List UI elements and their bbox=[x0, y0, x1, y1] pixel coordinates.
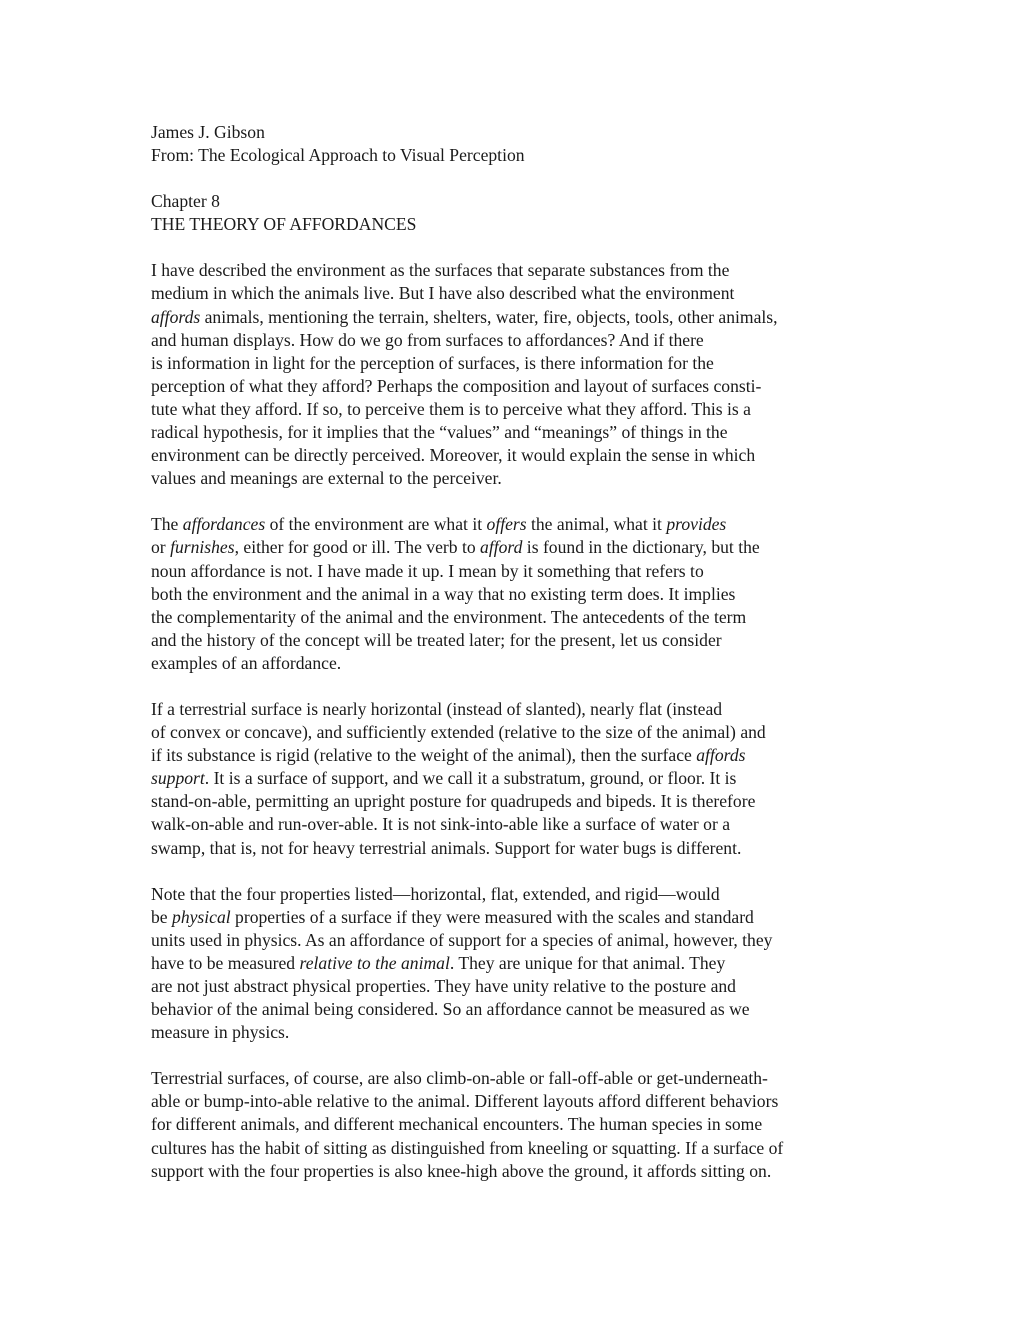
text-run: and human displays. How do we go from surfaces to affordances? And if there bbox=[151, 329, 704, 350]
text-line bbox=[151, 998, 881, 1021]
text-run: the complementarity of the animal and the environment. The antecedents of the term bbox=[151, 606, 747, 627]
text-run: properties of a surface if they were measured with the scales and standard bbox=[230, 906, 754, 927]
text-line bbox=[151, 375, 881, 398]
text-run: of the environment are what it bbox=[265, 514, 487, 535]
text-run: animals, mentioning the terrain, shelters, water, fire, objects, tools, other animals, bbox=[200, 306, 778, 327]
text-line bbox=[151, 513, 881, 536]
text-run: perception of what they afford? Perhaps the composition and layout of surfaces consti- bbox=[151, 375, 762, 396]
text-run: and the history of the concept will be treated later; for the present, let us consider bbox=[151, 629, 722, 650]
text-run: The bbox=[151, 514, 183, 535]
chapter-number: Chapter 8 bbox=[151, 191, 220, 212]
text-run: measure in physics. bbox=[151, 1022, 290, 1043]
text-run: values and meanings are external to the perceiver. bbox=[151, 468, 502, 489]
italic-text: provides bbox=[666, 514, 727, 535]
italic-text: affords bbox=[151, 306, 201, 327]
text-line bbox=[151, 883, 881, 906]
text-line bbox=[151, 652, 881, 675]
text-run: both the environment and the animal in a way that no existing term does. It implies bbox=[151, 583, 736, 604]
text-line bbox=[151, 1137, 881, 1160]
text-run: units used in physics. As an affordance of support for a species of animal, however, they bbox=[151, 929, 773, 950]
text-line bbox=[151, 536, 881, 559]
text-line bbox=[151, 744, 881, 767]
text-run: walk-on-able and run-over-able. It is not sink-into-able like a surface of water or a bbox=[151, 814, 731, 835]
paragraph bbox=[151, 883, 881, 1045]
text-line bbox=[151, 790, 881, 813]
paragraph bbox=[151, 1067, 881, 1182]
body-text bbox=[151, 259, 881, 1182]
text-run: are not just abstract physical properties. They have unity relative to the posture and bbox=[151, 976, 736, 996]
paragraph bbox=[151, 698, 881, 860]
text-run: . They are unique for that animal. They bbox=[449, 952, 726, 973]
text-run: noun affordance is not. I have made it up. I mean by it something that refers to bbox=[151, 560, 704, 581]
text-run: tute what they afford. If so, to perceive them is to perceive what they afford. This is a bbox=[151, 398, 751, 419]
text-run: or bbox=[151, 537, 171, 558]
text-run: the animal, what it bbox=[526, 514, 667, 535]
text-line bbox=[151, 767, 881, 790]
paragraph bbox=[151, 259, 881, 490]
text-run: , either for good or ill. The verb to bbox=[234, 537, 481, 558]
text-run: of convex or concave), and sufficiently extended (relative to the size of the animal) and bbox=[151, 722, 766, 743]
text-run: for different animals, and different mechanical encounters. The human species in some bbox=[151, 1114, 763, 1135]
italic-text: affords bbox=[696, 745, 746, 766]
text-run: swamp, that is, not for heavy terrestrial animals. Support for water bugs is different. bbox=[151, 837, 742, 858]
text-line bbox=[151, 352, 881, 375]
text-run: be bbox=[151, 906, 173, 927]
text-line bbox=[151, 721, 881, 744]
italic-text: relative to the animal bbox=[299, 952, 450, 973]
text-run: Note that the four properties listed—horizontal, flat, extended, and rigid—would bbox=[151, 883, 720, 904]
text-line bbox=[151, 467, 881, 490]
text-run: is found in the dictionary, but the bbox=[522, 537, 760, 558]
text-run: is information in light for the perception of surfaces, is there information for the bbox=[151, 352, 714, 373]
text-line bbox=[151, 560, 881, 583]
text-run: I have described the environment as the surfaces that separate substances from the bbox=[151, 260, 730, 281]
text-line bbox=[151, 1090, 881, 1113]
document-page bbox=[151, 121, 881, 1206]
paragraph bbox=[151, 513, 881, 675]
text-line bbox=[151, 1021, 881, 1044]
text-line bbox=[151, 259, 881, 282]
text-run: behavior of the animal being considered. So an affordance cannot be measured as we bbox=[151, 999, 750, 1020]
text-line bbox=[151, 629, 881, 652]
text-line bbox=[151, 329, 881, 352]
text-line bbox=[151, 906, 881, 929]
text-line bbox=[151, 444, 881, 467]
text-line bbox=[151, 606, 881, 629]
text-line bbox=[151, 1067, 881, 1090]
text-run: Terrestrial surfaces, of course, are also climb-on-able or fall-off-able or get-underneath- bbox=[151, 1068, 768, 1089]
header-block bbox=[151, 121, 881, 167]
text-run: medium in which the animals live. But I have also described what the environment bbox=[151, 283, 735, 304]
italic-text: afford bbox=[480, 537, 523, 558]
chapter-heading bbox=[151, 190, 881, 236]
text-run: able or bump-into-able relative to the animal. Different layouts afford different behaviors bbox=[151, 1091, 779, 1112]
text-line bbox=[151, 813, 881, 836]
text-line bbox=[151, 421, 881, 444]
text-run: radical hypothesis, for it implies that the “values” and “meanings” of things in the bbox=[151, 422, 728, 443]
text-run: cultures has the habit of sitting as distinguished from kneeling or squatting. If a surface of bbox=[151, 1137, 784, 1158]
text-run: . It is a surface of support, and we call it a substratum, ground, or floor. It is bbox=[204, 768, 737, 789]
chapter-title: THE THEORY OF AFFORDANCES bbox=[151, 214, 417, 235]
text-line bbox=[151, 398, 881, 421]
italic-text: furnishes bbox=[170, 537, 235, 558]
text-line bbox=[151, 975, 881, 998]
text-run: examples of an affordance. bbox=[151, 652, 342, 673]
text-run: have to be measured bbox=[151, 952, 300, 973]
text-line bbox=[151, 306, 881, 329]
author-line: James J. Gibson bbox=[151, 122, 265, 142]
text-line bbox=[151, 952, 881, 975]
text-run: environment can be directly perceived. Moreover, it would explain the sense in which bbox=[151, 445, 756, 466]
italic-text: offers bbox=[486, 514, 527, 535]
text-run: if its substance is rigid (relative to the weight of the animal), then the surface bbox=[151, 745, 697, 766]
text-line bbox=[151, 929, 881, 952]
text-line bbox=[151, 583, 881, 606]
text-line bbox=[151, 698, 881, 721]
text-run: If a terrestrial surface is nearly horizontal (instead of slanted), nearly flat (instead bbox=[151, 698, 723, 719]
italic-text: affordances bbox=[182, 514, 266, 535]
source-line: From: The Ecological Approach to Visual Perception bbox=[151, 145, 525, 166]
text-run: support with the four properties is also knee-high above the ground, it affords sitting on. bbox=[151, 1160, 772, 1181]
text-line bbox=[151, 1160, 881, 1183]
text-run: stand-on-able, permitting an upright posture for quadrupeds and bipeds. It is therefore bbox=[151, 791, 756, 812]
text-line bbox=[151, 282, 881, 305]
italic-text: physical bbox=[172, 906, 231, 927]
italic-text: support bbox=[151, 768, 205, 789]
text-line bbox=[151, 1113, 881, 1136]
text-line bbox=[151, 837, 881, 860]
